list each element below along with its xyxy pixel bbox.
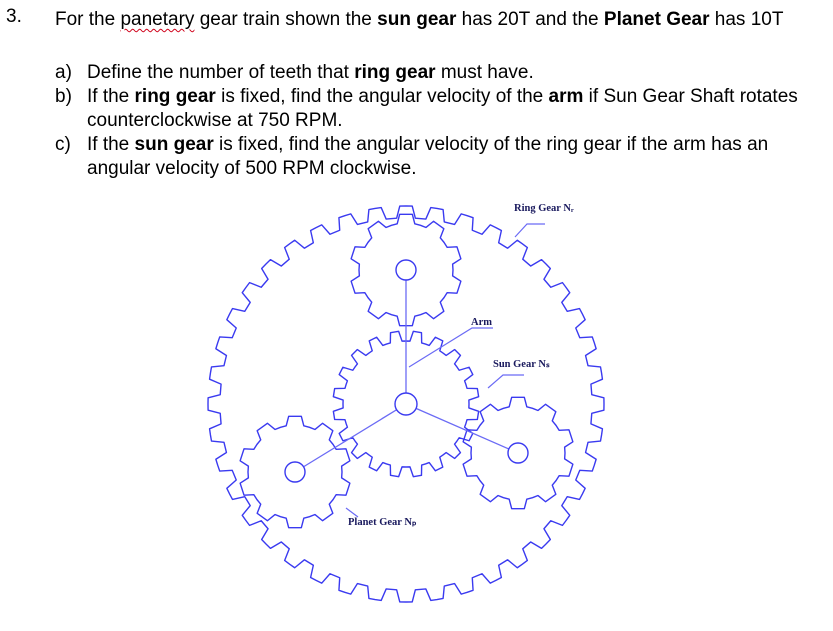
text-run: if Sun Gear Shaft rotates counterclockwise at 750 RPM. — [87, 86, 798, 131]
planet-gear-leader — [346, 508, 358, 517]
text-run: For the — [55, 9, 121, 30]
sub-question-label: a) — [55, 62, 72, 83]
planet-hub-1 — [396, 260, 416, 280]
planet-gear-label: Planet Gear Nₚ — [348, 517, 417, 528]
bold-text: sun gear — [377, 9, 457, 30]
text-run: gear train shown the — [194, 9, 378, 30]
bold-text: sun gear — [134, 134, 214, 155]
bold-text: ring gear — [134, 86, 216, 107]
text-run: If the — [87, 86, 135, 107]
sub-question-label: c) — [55, 134, 71, 155]
sub-question-label: b) — [55, 86, 72, 107]
ring-gear-leader — [515, 224, 545, 237]
text-run: panetary — [120, 9, 195, 30]
sun-gear-leader — [488, 375, 524, 388]
planet-hub-3 — [508, 443, 528, 463]
text-run: has 10T — [709, 9, 784, 30]
text-run: Define the number of teeth that — [87, 62, 355, 83]
arm-label: Arm — [471, 317, 492, 328]
bold-text: ring gear — [354, 62, 436, 83]
question-number: 3. — [6, 6, 22, 27]
ring-gear-label: Ring Gear Nᵣ — [514, 203, 574, 214]
planet-hub-2 — [285, 462, 305, 482]
text-run: If the — [87, 134, 135, 155]
bold-text: arm — [548, 86, 584, 107]
sun-gear-label: Sun Gear Nₛ — [493, 359, 550, 370]
arm-link-3 — [406, 404, 518, 453]
bold-text: Planet Gear — [603, 9, 710, 30]
arm-link-2 — [295, 404, 406, 472]
sun-hub — [395, 393, 417, 415]
text-run: has 20T and the — [456, 9, 604, 30]
text-run: must have. — [435, 62, 534, 83]
text-run: is fixed, find the angular velocity of the ring gear if the arm has an angular velocity of 500 RPM clockwise. — [87, 134, 769, 179]
text-run: is fixed, find the angular velocity of the — [215, 86, 549, 107]
